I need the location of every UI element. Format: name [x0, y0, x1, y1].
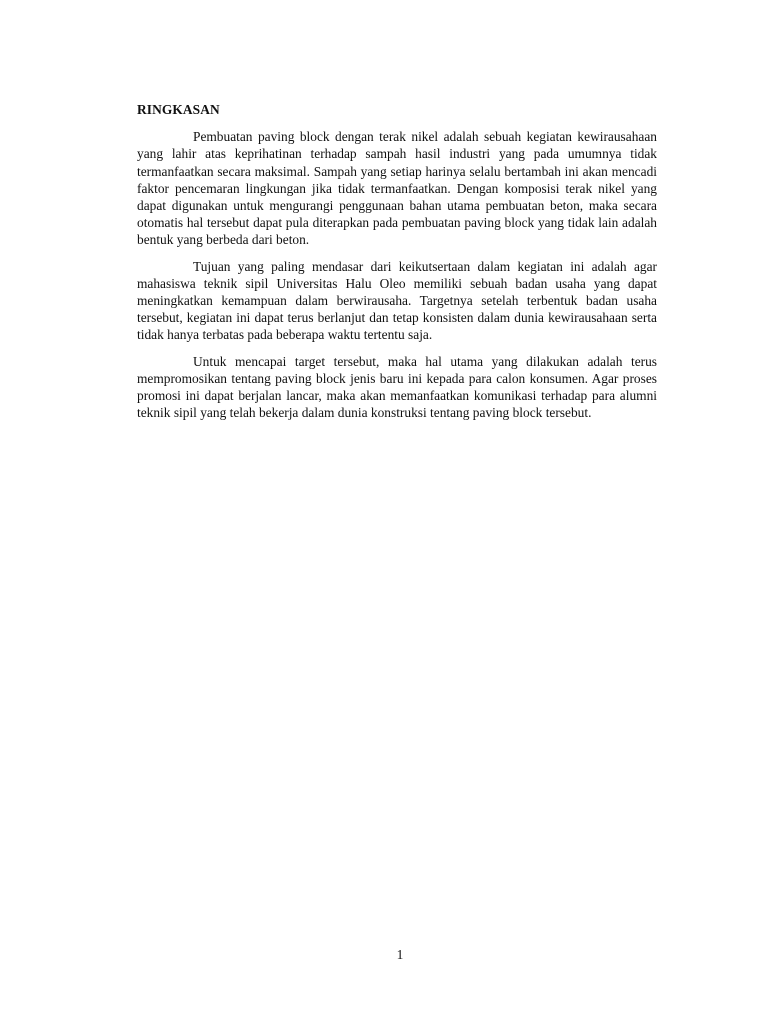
paragraph-1: Pembuatan paving block dengan terak nikel adalah sebuah kegiatan kewirausahaan yang lahir atas keprihatinan terhadap sampah hasil industri yang pada umumnya tidak termanfaatkan secara maksimal. Sampah yang setiap harinya selalu bertambah ini akan mencadi faktor pencemaran lingkungan jika tidak termanfaatkan. Dengan komposisi terak nikel yang dapat digunakan untuk mengurangi penggunaan bahan utama pembuatan beton, maka secara otomatis hal tersebut dapat pula diterapkan pada pembuatan paving block yang tidak lain adalah bentuk yang berbeda dari beton. [137, 129, 657, 248]
section-heading: RINGKASAN [137, 102, 220, 117]
document-body [137, 101, 657, 430]
paragraph-2: Tujuan yang paling mendasar dari keikutsertaan dalam kegiatan ini adalah agar mahasiswa teknik sipil Universitas Halu Oleo memiliki sebuah badan usaha yang dapat meningkatkan kemampuan dalam berwirausaha. Targetnya setelah terbentuk badan usaha tersebut, kegiatan ini dapat terus berlanjut dan tetap konsisten dalam dunia kewirausahaan serta tidak hanya terbatas pada beberapa waktu tertentu saja. [137, 258, 657, 343]
page-number: 1 [396, 947, 404, 962]
paragraph-3: Untuk mencapai target tersebut, maka hal utama yang dilakukan adalah terus mempromosikan tentang paving block jenis baru ini kepada para calon konsumen. Agar proses promosi ini dapat berjalan lancar, maka akan memanfaatkan komunikasi terhadap para alumni teknik sipil yang telah bekerja dalam dunia konstruksi tentang paving block tersebut. [137, 353, 657, 421]
